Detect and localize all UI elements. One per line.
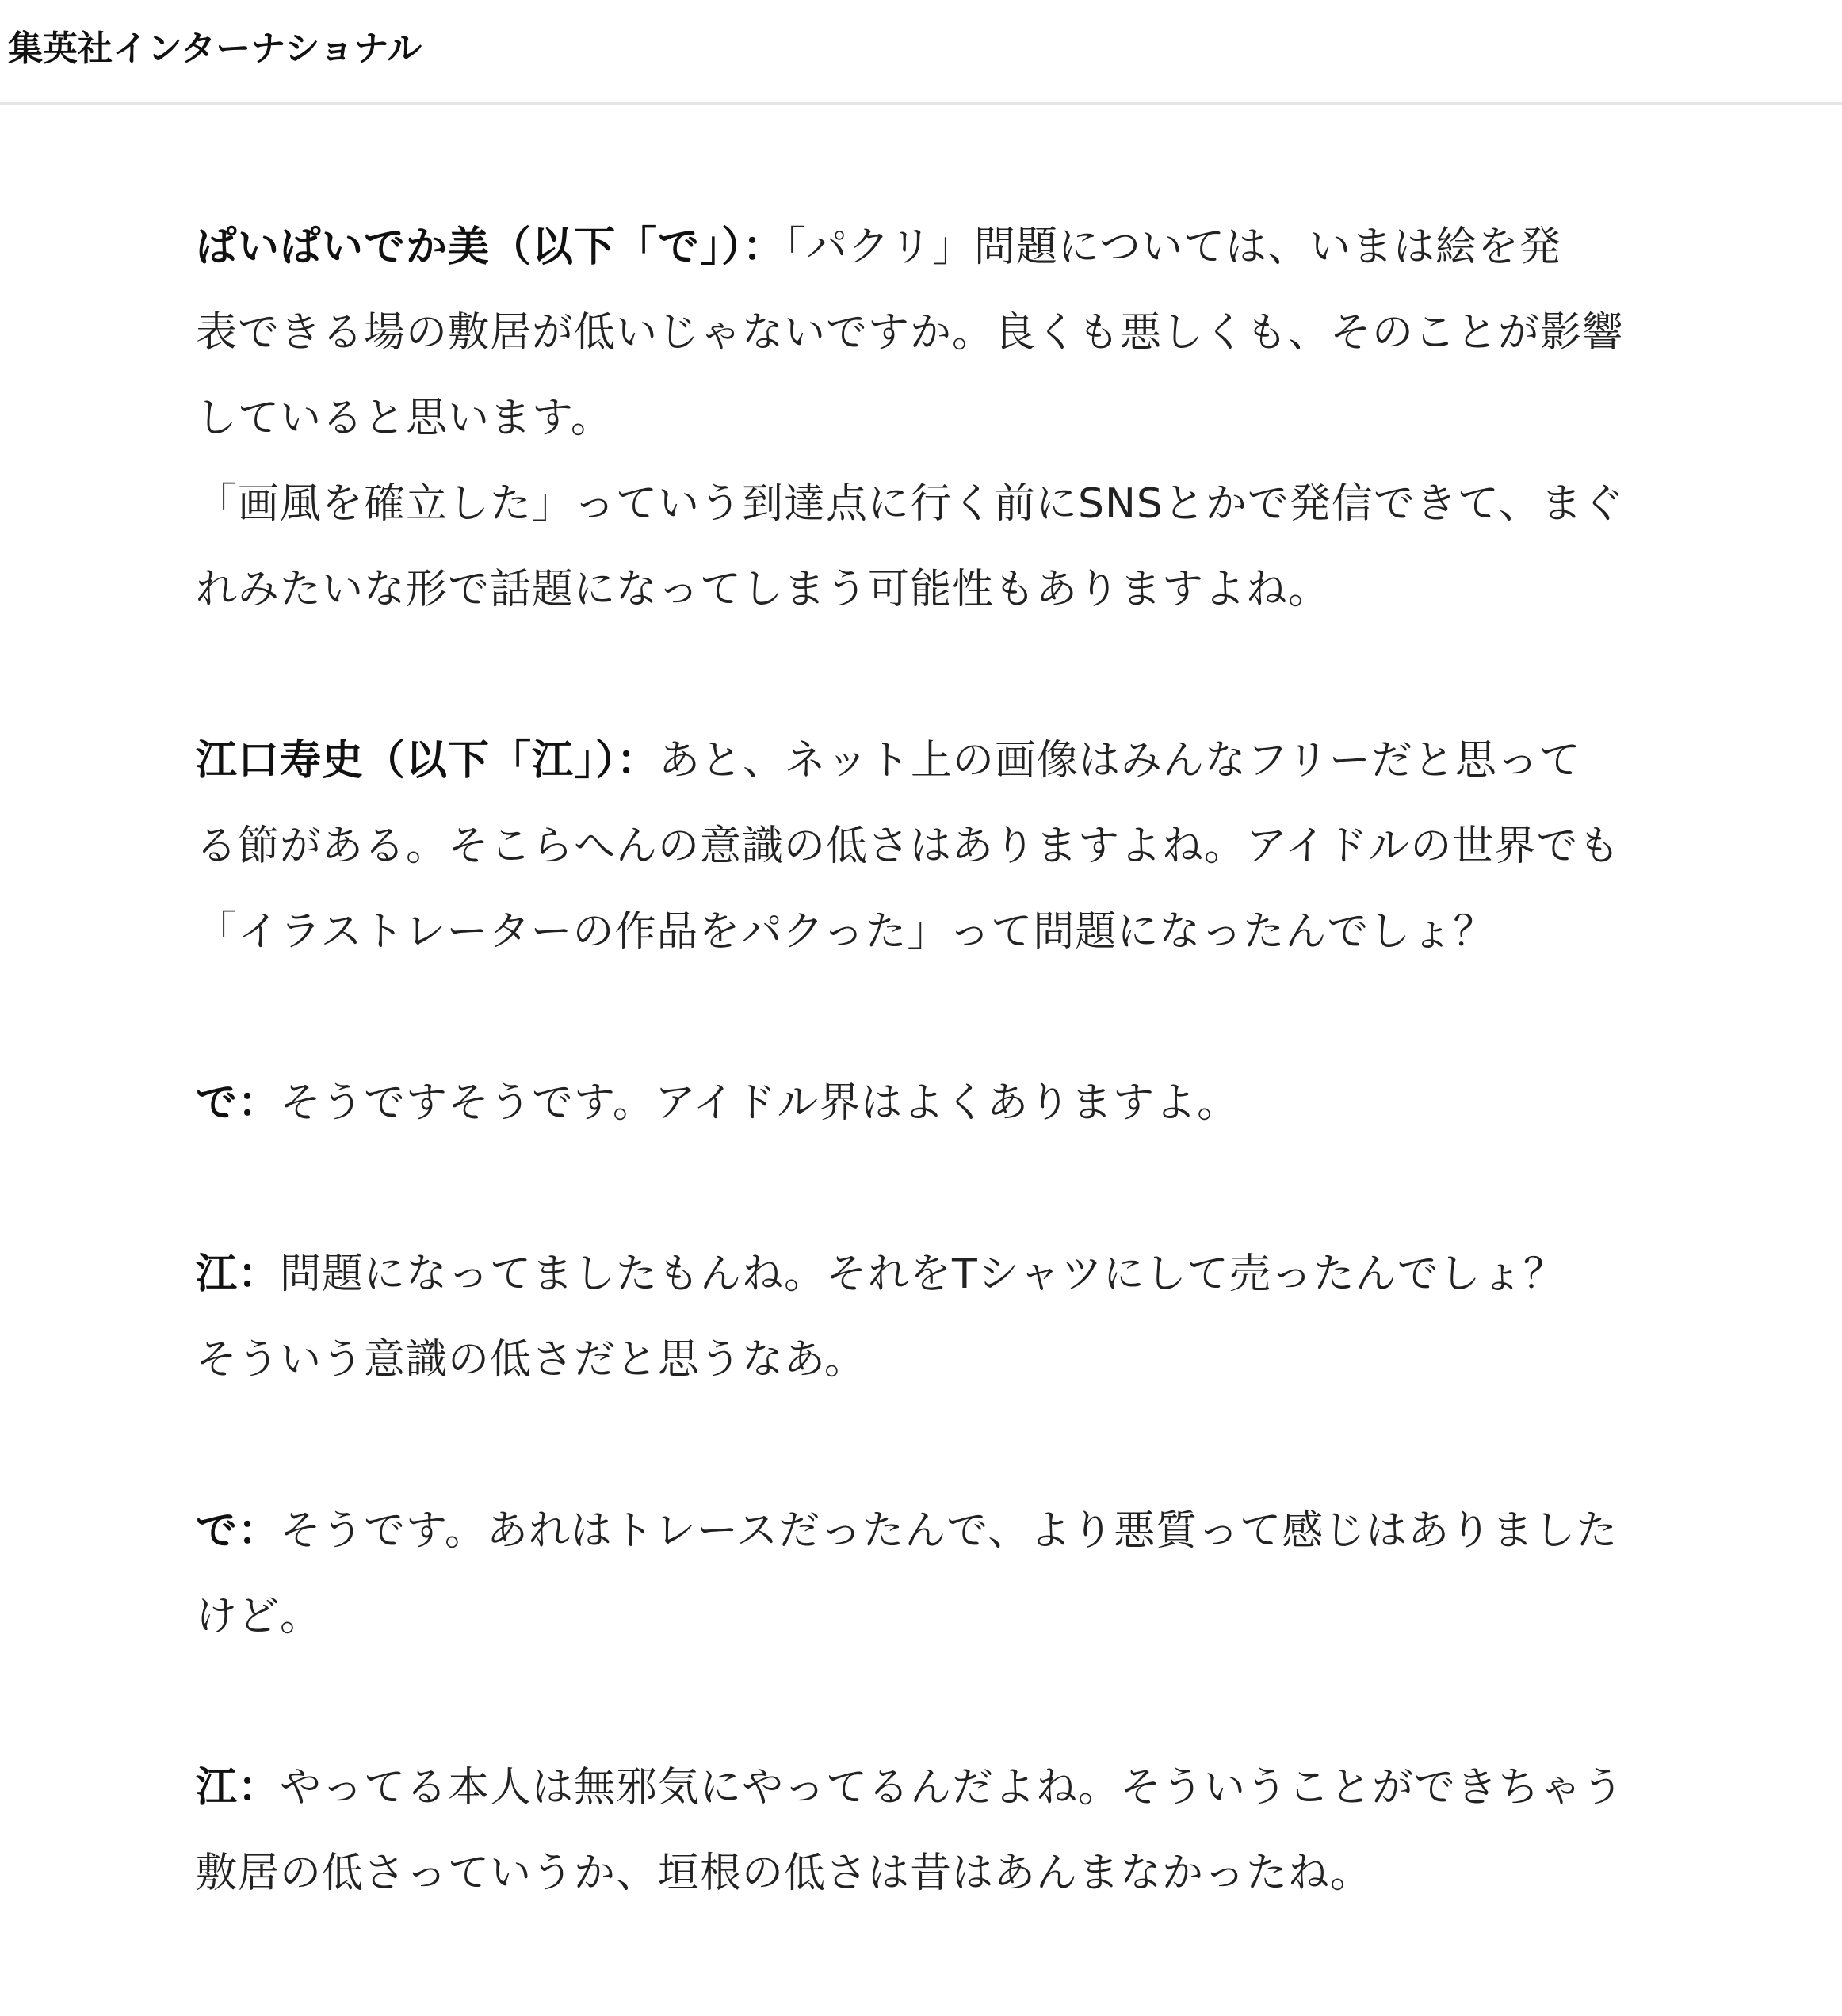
dialogue-text: 問題になってましたもんね。それをTシャツにして売ったんでしょ？ [280,1250,1565,1298]
dialogue-line [196,204,1654,290]
dialogue-text: やってる本人は無邪気にやってるんだよね。そういうことができちゃう [280,1764,1625,1812]
dialogue-text: 「パクリ」問題については、いまは絵を発 [785,223,1561,271]
dialogue-line [196,1745,1654,1831]
dialogue-paragraph [196,204,1654,632]
dialogue-line [196,718,1654,804]
speaker-label: 江： [196,1250,281,1298]
speaker-label: で： [196,1507,281,1555]
dialogue-paragraph [196,1060,1654,1146]
speaker-label: 江口寿史（以下「江」）： [196,737,659,785]
dialogue-line: る節がある。そこらへんの意識の低さはありますよね。アイドルの世界でも [196,823,1621,870]
dialogue-text: そうですそうです。アイドル界はよくありますよ。 [280,1079,1240,1127]
dialogue-line: けど。 [196,1593,323,1640]
dialogue-line: 敷居の低さっていうか、垣根の低さは昔はあんまなかったね。 [196,1850,1373,1897]
dialogue-line [196,1488,1654,1574]
speaker-label: 江： [196,1764,281,1812]
dialogue-line: 「イラストレーターの作品をパクった」って問題になったんでしょ？ [196,908,1496,956]
dialogue-line [196,1060,1654,1146]
dialogue-line: れみたいな形で話題になってしまう可能性もありますよね。 [196,566,1331,613]
dialogue-text: あと、ネット上の画像はみんなフリーだと思って [659,737,1581,785]
speaker-label: ぱいぱいでか美（以下「で」）： [196,223,785,271]
dialogue-paragraph [196,1231,1654,1403]
dialogue-line: 「画風を確立した」っていう到達点に行く前にSNSとかで発信できて、まぐ [196,480,1625,528]
site-header [0,0,1842,105]
dialogue-paragraph [196,1488,1654,1659]
dialogue-paragraph [196,1745,1654,1916]
site-title[interactable]: 集英社インターナショナル [8,29,422,69]
dialogue-line: 表できる場の敷居が低いじゃないですか。良くも悪しくも、そのことが影響 [196,309,1625,357]
dialogue-text: そうです。あれはトレースだったんで、より悪質って感じはありました [280,1507,1618,1555]
article-body [196,204,1654,2002]
speaker-label: で： [196,1079,281,1127]
dialogue-paragraph [196,718,1654,975]
dialogue-line [196,1231,1654,1317]
dialogue-line: していると思います。 [196,395,613,442]
dialogue-line: そういう意識の低さだと思うなあ。 [196,1336,866,1384]
